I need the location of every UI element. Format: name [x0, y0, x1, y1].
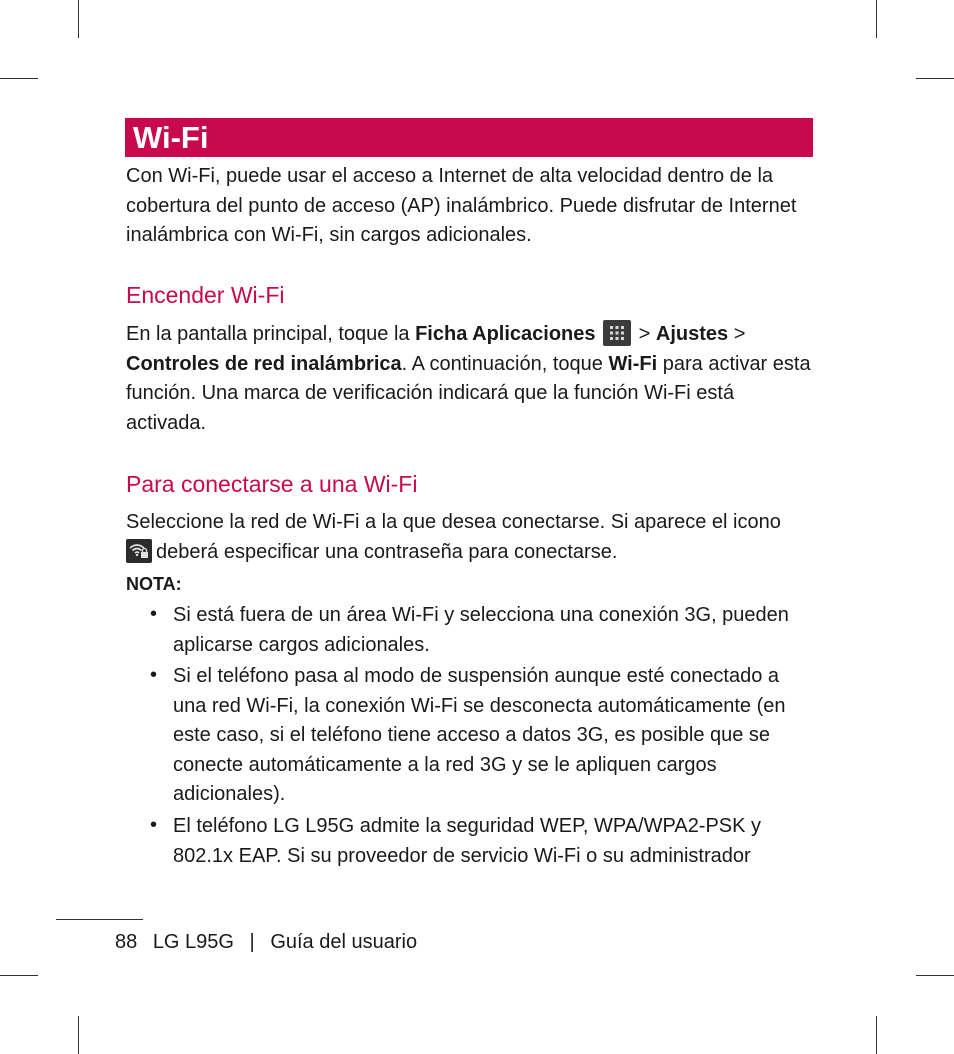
text: >	[633, 323, 656, 345]
note-item: Si el teléfono pasa al modo de suspensión aunque esté conectado a una red Wi-Fi, la conexión Wi-Fi se desconecta automáticamente (en este caso, si el teléfono tiene acceso a datos 3G, es posible que se conecte automáticamente a la red 3G y se le apliquen cargos adicionales).	[173, 665, 786, 805]
bullet-icon: •	[150, 603, 158, 625]
note-label: NOTA:	[126, 574, 182, 594]
text: Seleccione la red de Wi-Fi a la que desea conectarse. Si aparece el icono	[126, 511, 781, 533]
bold-term: Controles de red inalámbrica	[126, 352, 402, 375]
page-number: 88	[115, 931, 138, 953]
footer-model: LG L95G	[152, 931, 234, 953]
crop-mark	[876, 1016, 877, 1054]
apps-grid-icon	[603, 320, 631, 346]
page-title: Wi-Fi	[133, 120, 209, 155]
page-title-bar	[125, 118, 813, 157]
crop-mark	[916, 78, 954, 79]
section-heading-encender: Encender Wi-Fi	[126, 282, 285, 308]
intro-paragraph: Con Wi-Fi, puede usar el acceso a Internet de alta velocidad dentro de la cobertura del punto de acceso (AP) inalámbrico. Puede disfrutar de Internet inalámbrica con Wi-Fi, sin cargos adicionales.	[126, 165, 797, 246]
bullet-icon: •	[150, 814, 158, 836]
footer-separator: |	[249, 931, 255, 953]
section1-paragraph	[126, 320, 816, 438]
text: para activar esta función. Una marca de verificación indicará que la función Wi-Fi está activada.	[126, 352, 811, 434]
section-heading-conectarse: Para conectarse a una Wi-Fi	[126, 471, 418, 497]
note-item: Si está fuera de un área Wi-Fi y selecciona una conexión 3G, pueden aplicarse cargos adicionales.	[173, 604, 789, 656]
text: . A continuación, toque	[401, 352, 609, 375]
bold-term: Ajustes	[655, 323, 729, 345]
text: deberá especificar una contraseña para conectarse.	[156, 540, 618, 563]
footer	[115, 928, 417, 956]
footer-divider	[56, 919, 143, 920]
crop-mark	[0, 78, 38, 79]
section2-paragraph	[126, 508, 816, 567]
crop-mark	[876, 0, 877, 38]
note-item: El teléfono LG L95G admite la seguridad WEP, WPA/WPA2-PSK y 802.1x EAP. Si su proveedor de servicio Wi-Fi o su administrador	[173, 815, 762, 867]
crop-mark	[0, 975, 38, 976]
footer-guide: Guía del usuario	[270, 931, 418, 953]
wifi-lock-icon	[126, 539, 152, 563]
crop-mark	[916, 975, 954, 976]
bold-term: Wi-Fi	[608, 352, 658, 375]
text: En la pantalla principal, toque la	[126, 323, 416, 345]
text: >	[728, 323, 746, 345]
bullet-icon: •	[150, 664, 158, 686]
bold-term: Ficha Aplicaciones	[415, 323, 596, 345]
crop-mark	[78, 1016, 79, 1054]
crop-mark	[78, 0, 79, 38]
